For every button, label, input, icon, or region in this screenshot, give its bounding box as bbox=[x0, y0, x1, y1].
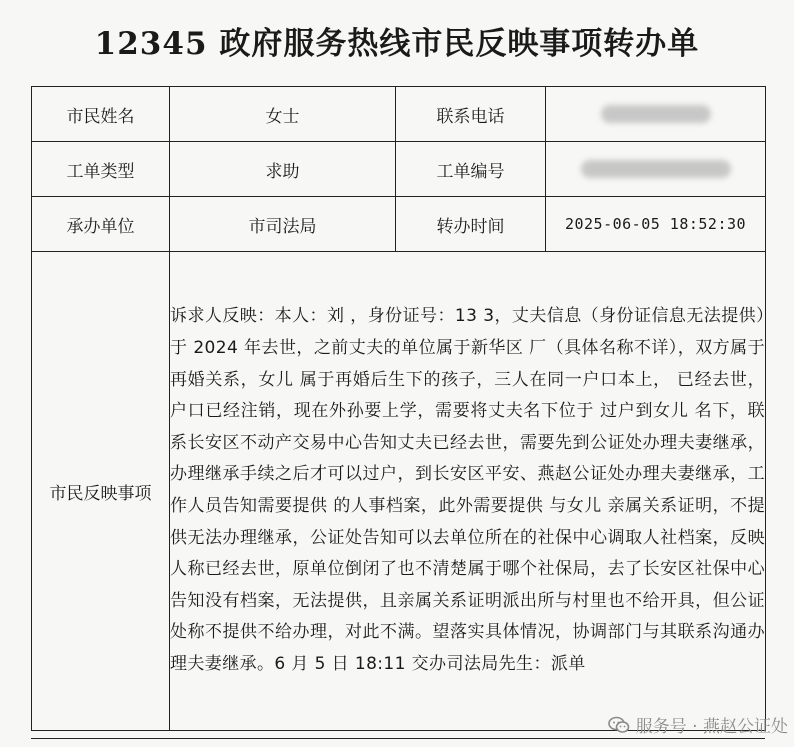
watermark bbox=[608, 712, 788, 737]
report-body bbox=[170, 252, 766, 731]
citizen-name-value: 女士 bbox=[170, 87, 396, 142]
phone-label: 联系电话 bbox=[396, 87, 546, 142]
redaction-blur bbox=[601, 105, 711, 123]
transfer-time-label: 转办时间 bbox=[396, 197, 546, 252]
table-bottom-border bbox=[31, 738, 765, 739]
report-text: 诉求人反映：本人：刘 ，身份证号：13 3，丈夫信息（身份证信息无法提供）于 2024 年去世，之前丈夫的单位属于新华区 厂（具体名称不详），双方属于再婚关系，女儿 属于再婚后生下的孩子，三人在同一户口本上， 已经去世，户口已经注销，现在外孙要上学，需要将丈夫名下位于 过户到女儿 名下，联系长安区不动产交易中心告知丈夫已经去世，需要先到公证处办理夫妻继承，办理继承手续之后才可以过户，到长安区平安、燕赵公证处办理夫妻继承，工作人员告知需要提供 的人事档案，此外需要提供 与女儿 亲属关系证明，不提供无法办理继承，公证处告知可以去单位所在的社保中心调取人社档案，反映人称已经去世，原单位倒闭了也不清楚属于哪个社保局，去了长安区社保中心告知没有档案，无法提供，且亲属关系证明派出所与村里也不给开具，但公证处称不提供不给办理，对此不满。望落实具体情况，协调部门与其联系沟通办理夫妻继承。6 月 5 日 18:11 交办司法局先生：派单 bbox=[170, 306, 765, 674]
form-row-type-number bbox=[32, 142, 766, 197]
transfer-time-value: 2025-06-05 18:52:30 bbox=[546, 197, 766, 252]
ticket-type-value: 求助 bbox=[170, 142, 396, 197]
form-row-name-phone bbox=[32, 87, 766, 142]
ticket-number-label: 工单编号 bbox=[396, 142, 546, 197]
transfer-form-table bbox=[31, 86, 766, 731]
wechat-icon bbox=[608, 716, 630, 734]
handling-unit-label: 承办单位 bbox=[32, 197, 170, 252]
ticket-type-label: 工单类型 bbox=[32, 142, 170, 197]
page-title: 12345 政府服务热线市民反映事项转办单 bbox=[94, 26, 700, 62]
redaction-blur bbox=[581, 160, 731, 178]
report-label: 市民反映事项 bbox=[32, 252, 170, 731]
ticket-number-value-redacted bbox=[546, 142, 766, 197]
form-row-report bbox=[32, 252, 766, 731]
citizen-name-label: 市民姓名 bbox=[32, 87, 170, 142]
phone-value-redacted bbox=[546, 87, 766, 142]
form-row-unit-time bbox=[32, 197, 766, 252]
handling-unit-value: 市司法局 bbox=[170, 197, 396, 252]
watermark-text: 服务号 · 燕赵公证处 bbox=[635, 717, 788, 737]
